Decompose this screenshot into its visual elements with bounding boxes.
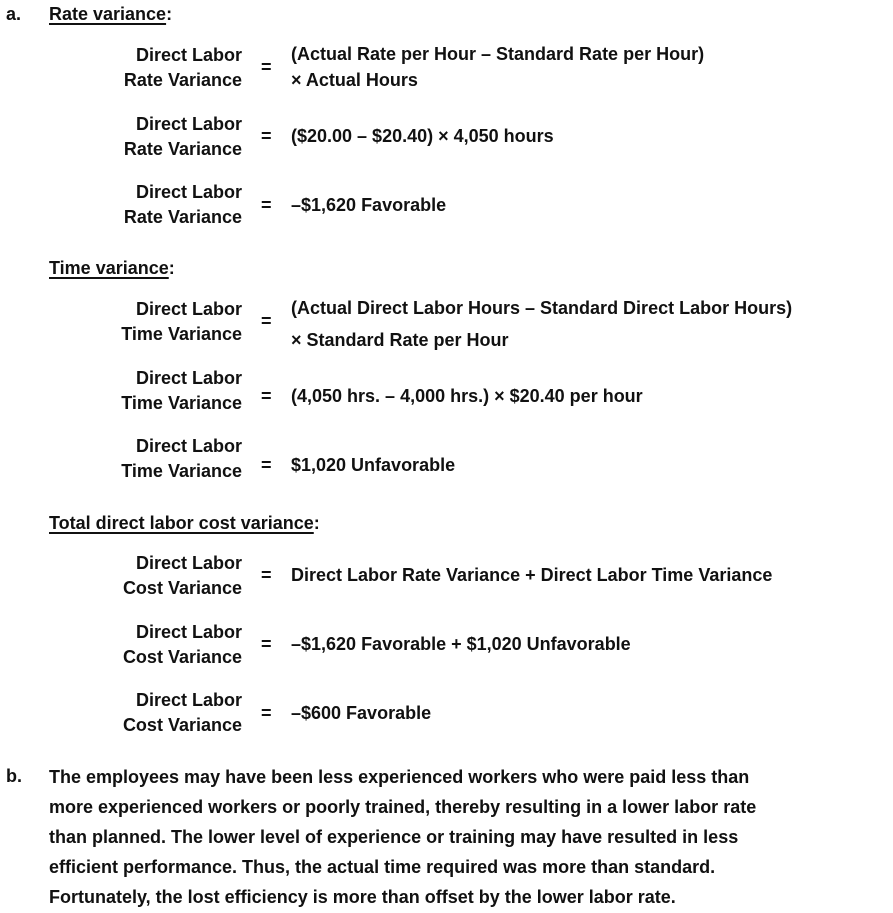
formula-lhs: Direct Labor Cost Variance [122, 553, 242, 598]
formula-rhs: $1,020 Unfavorable [291, 455, 456, 475]
section-heading-time-variance: Time variance: [49, 258, 175, 278]
formula-lhs: Direct Labor Rate Variance [123, 45, 242, 90]
section-heading-rate-variance: Rate variance: [49, 4, 173, 24]
equals-sign: = [261, 195, 272, 215]
part-a-marker: a. [6, 4, 22, 24]
formula-lhs: Direct Labor Cost Variance [122, 622, 242, 667]
formula-rhs: (4,050 hrs. – 4,000 hrs.) × $20.40 per hour [291, 386, 643, 406]
equals-sign: = [261, 565, 272, 585]
formula-rhs: Direct Labor Rate Variance + Direct Labor Time Variance [291, 565, 773, 585]
equals-sign: = [261, 57, 272, 77]
part-b-paragraph [49, 762, 891, 912]
equals-sign: = [261, 703, 272, 723]
formula-rhs: –$1,620 Favorable + $1,020 Unfavorable [291, 634, 631, 654]
paragraph-line: more experienced workers or poorly trained, thereby resulting in a lower labor rate [49, 797, 757, 817]
formula-lhs: Direct Labor Time Variance [121, 436, 242, 481]
paragraph-line: Fortunately, the lost efficiency is more than offset by the lower labor rate. [49, 887, 676, 907]
paragraph-line: The employees may have been less experienced workers who were paid less than [49, 767, 750, 787]
equals-sign: = [261, 386, 272, 406]
formula-lhs: Direct Labor Rate Variance [123, 182, 242, 227]
formula-lhs: Direct Labor Rate Variance [123, 114, 242, 159]
formula-rhs: –$1,620 Favorable [291, 195, 447, 215]
section-heading-total-cost-variance: Total direct labor cost variance: [49, 513, 320, 533]
paragraph-line: than planned. The lower level of experience or training may have resulted in less [49, 827, 739, 847]
formula-rhs-continuation: × Actual Hours [291, 70, 418, 90]
formula-rhs: ($20.00 – $20.40) × 4,050 hours [291, 126, 554, 146]
paragraph-line: efficient performance. Thus, the actual time required was more than standard. [49, 857, 716, 877]
formula-lhs: Direct Labor Cost Variance [122, 690, 242, 735]
part-b-marker: b. [6, 766, 22, 786]
formula-rhs: –$600 Favorable [291, 703, 432, 723]
formula-rhs: (Actual Rate per Hour – Standard Rate per Hour) [291, 44, 705, 64]
formula-lhs: Direct Labor Time Variance [121, 368, 242, 413]
equals-sign: = [261, 311, 272, 331]
formula-rhs-continuation: × Standard Rate per Hour [291, 330, 509, 350]
equals-sign: = [261, 634, 272, 654]
equals-sign: = [261, 126, 272, 146]
formula-rhs: (Actual Direct Labor Hours – Standard Direct Labor Hours) [291, 298, 793, 318]
formula-lhs: Direct Labor Time Variance [121, 299, 242, 344]
equals-sign: = [261, 455, 272, 475]
